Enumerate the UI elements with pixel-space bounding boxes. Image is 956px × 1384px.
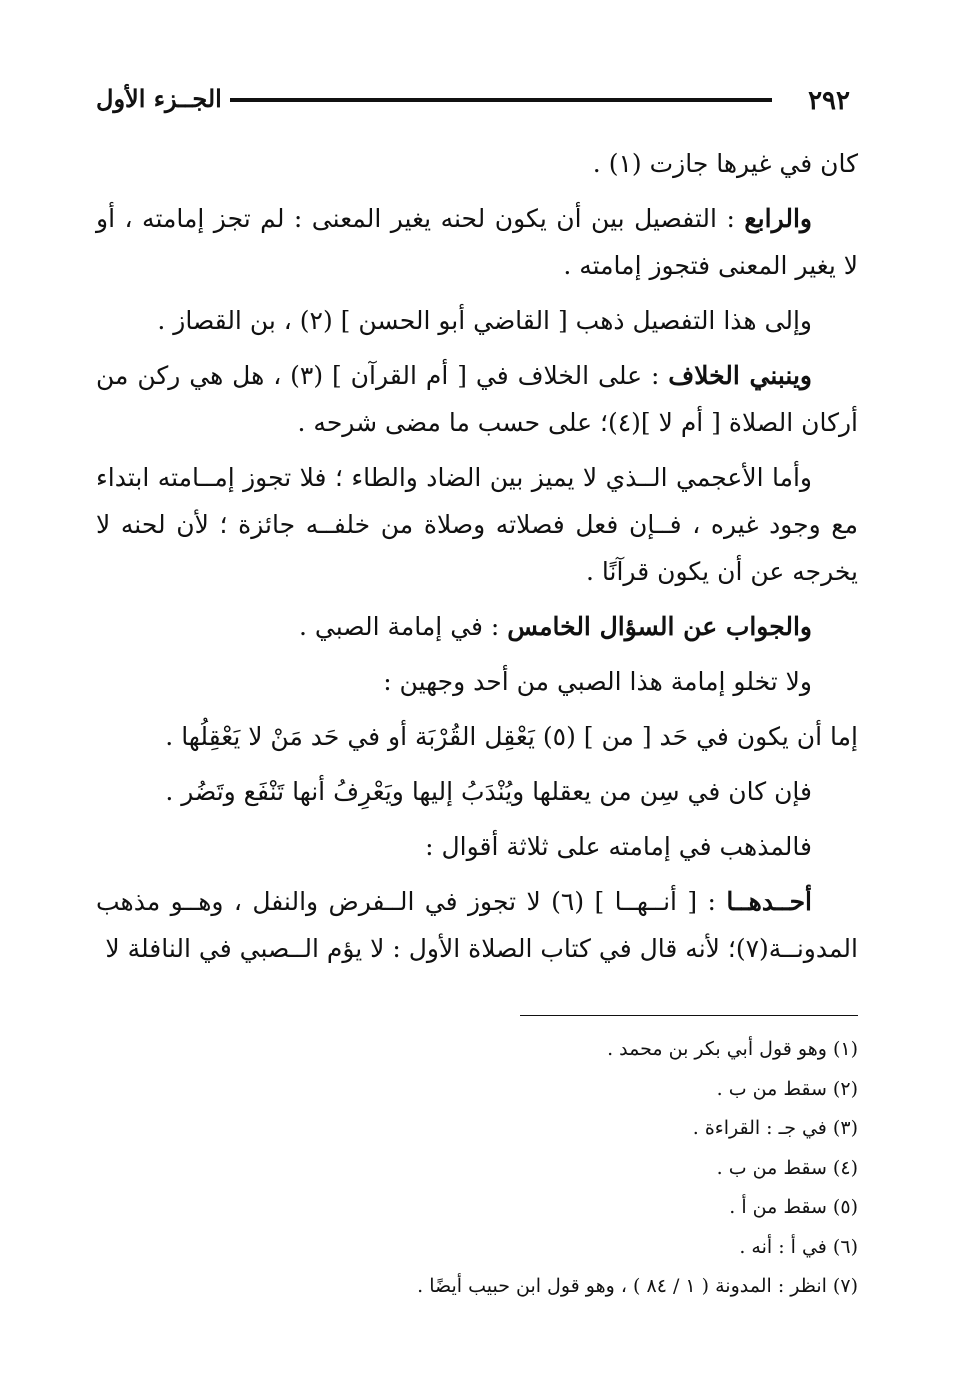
paragraph-lead: أحــدهــا <box>726 887 812 916</box>
header-rule <box>230 98 772 102</box>
page-number: ٢٩٢ <box>808 86 850 116</box>
paragraph-lead: والجواب عن السؤال الخامس <box>507 612 812 641</box>
paragraph: والرابع : التفصيل بين أن يكون لحنه يغير المعنى : لم تجز إمامته ، أو لا يغير المعنى فتجوز إمامته . <box>96 204 858 280</box>
running-title: الجــزء الأول <box>96 84 222 113</box>
footnote: (٧) انظر : المدونة ( ١ / ٨٤ ) ، وهو قول ابن حبيب أيضًا . <box>417 1275 858 1297</box>
footnote-separator <box>520 1015 858 1016</box>
paragraph: كان في غيرها جازت (١) . <box>592 149 858 178</box>
footnote: (٢) سقط من ب . <box>716 1077 858 1100</box>
paragraph: ولا تخلو إمامة هذا الصبي من أحد وجهين : <box>383 667 812 696</box>
footnote: (٥) سقط من أ . <box>729 1196 858 1218</box>
footnote: (١) وهو قول أبي بكر بن محمد . <box>607 1038 858 1060</box>
paragraph: وينبني الخلاف : على الخلاف في [ أم القرآن ] (٣) ، هل هي ركن من أركان الصلاة [ أم لا ](٤)؛ على حسب ما مضى شرحه . <box>96 361 858 437</box>
paragraph: إما أن يكون في حَد [ من ] (٥) يَعْقِل القُرْبَة أو في حَد مَنْ لا يَعْقِلُها . <box>165 722 858 751</box>
main-text <box>96 140 858 980</box>
paragraph: وأما الأعجمي الــذي لا يميز بين الضاد والطاء ؛ فلا تجوز إمــامته ابتداء مع وجود غيره ، فــإن فعل فصلاته وصلاة من خلفــه جائزة ؛ لأن لحنه لا يخرجه عن أن يكون قرآنًا . <box>96 463 858 586</box>
paragraph: فإن كان في سِن من يعقلها ويُنْدَبُ إليها ويَعْرِفُ أنها تَنْفَع وتَضُر . <box>165 777 812 806</box>
paragraph: أحــدهــا : [ أنــهــا ] (٦) لا تجوز في الــفرض والنفل ، وهــو مذهب المدونــة(٧)؛ لأنه قال في كتاب الصلاة الأول : لا يؤم الــصبي في النافلة لا <box>96 887 858 963</box>
page-header <box>96 78 850 118</box>
paragraph: وإلى هذا التفصيل ذهب [ القاضي أبو الحسن ] (٢) ، بن القصاز . <box>157 306 812 335</box>
paragraph: فالمذهب في إمامته على ثلاثة أقوال : <box>425 832 812 861</box>
footnote: (٦) في أ : أنه . <box>739 1235 858 1258</box>
paragraph-lead: وينبني الخلاف <box>668 361 812 390</box>
footnote: (٤) سقط من ب . <box>716 1156 858 1179</box>
footnotes <box>96 1030 858 1307</box>
paragraph-lead: والرابع <box>744 204 812 233</box>
footnote: (٣) في جـ : القراءة . <box>692 1117 858 1139</box>
paragraph: والجواب عن السؤال الخامس : في إمامة الصبي . <box>299 612 812 641</box>
